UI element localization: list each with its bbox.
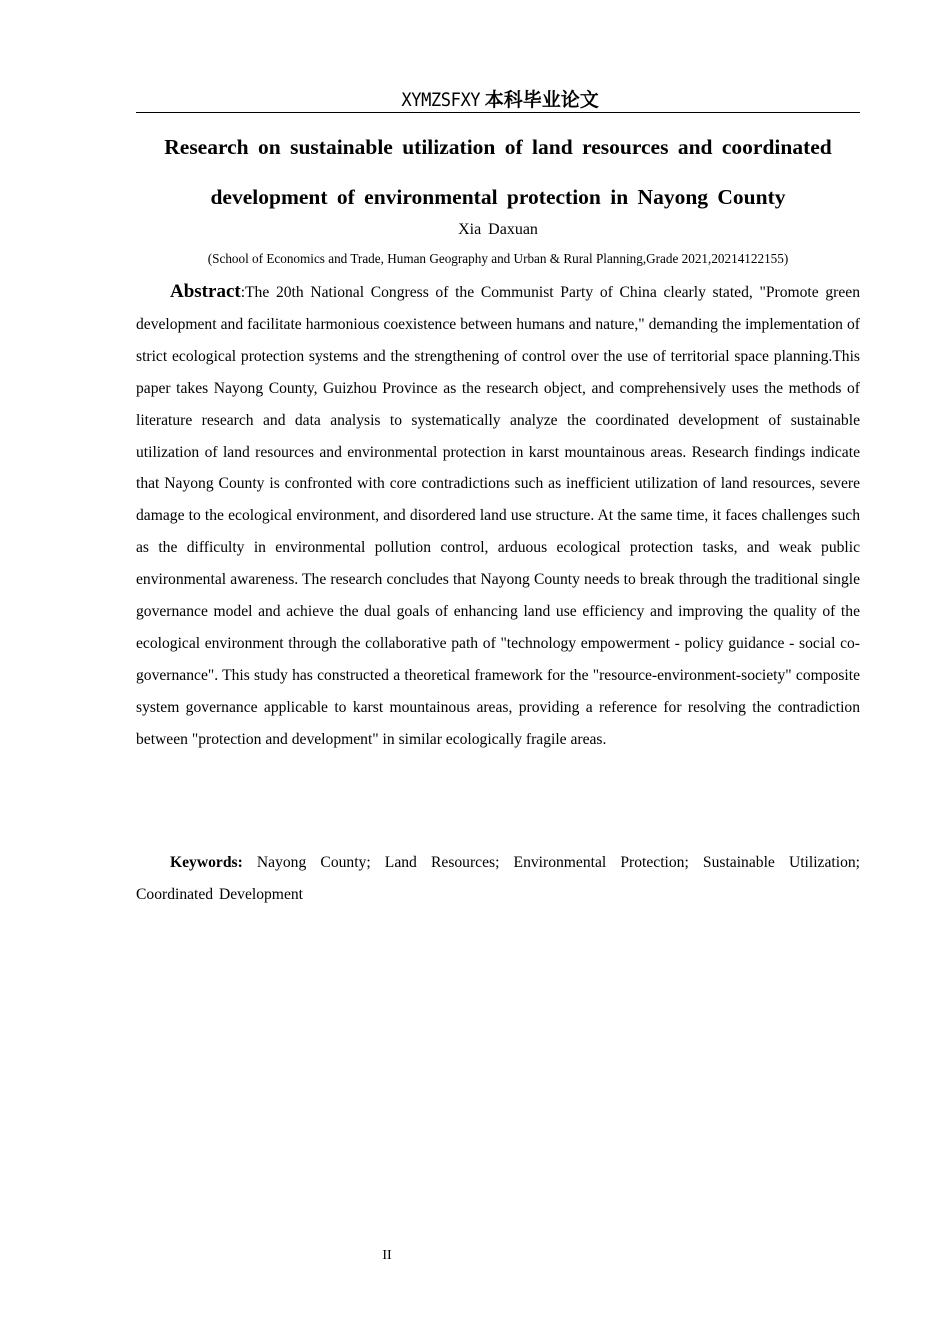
keywords-label: Keywords: [170,854,243,871]
paper-title-line-1: Research on sustainable utilization of land resources and coordinated [164,135,832,159]
running-header [136,86,860,113]
header-chinese-title: 本科毕业论文 [484,89,599,111]
paper-title-line-2: development of environmental protection in Nayong County [210,185,786,209]
author-name: Xia Daxuan [458,221,538,238]
abstract-paragraph [136,276,860,756]
page-number: II [382,1248,392,1263]
abstract-text: :The 20th National Congress of the Communist Party of China clearly stated, "Promote green development and facilitate harmonious coexistence between humans and nature," demanding the implementation of strict ecological protection systems and the strengthening of control over the use of territorial space planning.This paper takes Nayong County, Guizhou Province as the research object, and comprehensively uses the methods of literature research and data analysis to systematically analyze the coordinated development of sustainable utilization of land resources and environmental protection in karst mountainous areas. Research findings indicate that Nayong County is confronted with core contradictions such as inefficient utilization of land resources, severe damage to the ecological environment, and disordered land use structure. At the same time, it faces challenges such as the difficulty in environmental pollution control, arduous ecological protection tasks, and weak public environmental awareness. The research concludes that Nayong County needs to break through the traditional single governance model and achieve the dual goals of enhancing land use efficiency and improving the quality of the ecological environment through the collaborative path of "technology empowerment - policy guidance - social co-governance". This study has constructed a theoretical framework for the "resource-environment-society" composite system governance applicable to karst mountainous areas, providing a reference for resolving the contradiction between "protection and development" in similar ecologically fragile areas. [136,284,860,748]
keywords-paragraph [136,847,860,911]
author-affiliation: (School of Economics and Trade, Human Geography and Urban & Rural Planning,Grade 2021,20214122155) [207,251,789,266]
paper-title [136,122,860,222]
header-code: XYMZSFXY [401,89,481,111]
abstract-label: Abstract [170,281,241,302]
keywords-text: Nayong County; Land Resources; Environmental Protection; Sustainable Utilization; Coordinated Development [136,854,860,903]
